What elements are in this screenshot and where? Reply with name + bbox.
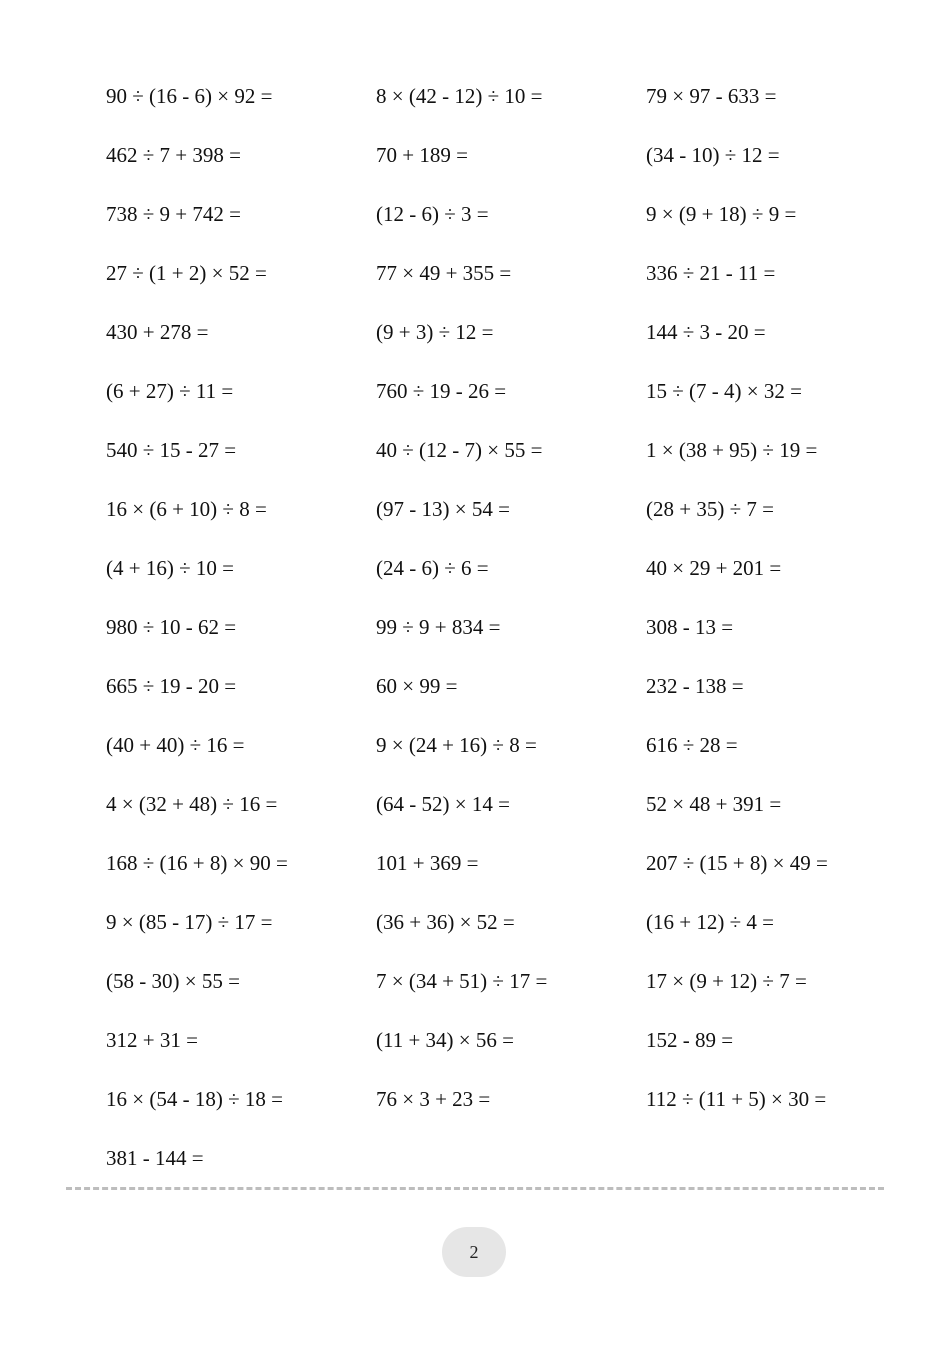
math-problem: 738 ÷ 9 + 742 = [106, 202, 241, 226]
math-problem: 144 ÷ 3 - 20 = [646, 320, 766, 344]
math-problem: (24 - 6) ÷ 6 = [376, 556, 489, 580]
math-problem: 79 × 97 - 633 = [646, 84, 777, 108]
math-problem: 980 ÷ 10 - 62 = [106, 615, 237, 639]
math-problem: 540 ÷ 15 - 27 = [106, 438, 237, 462]
math-problem: (4 + 16) ÷ 10 = [106, 556, 234, 580]
math-problem: (6 + 27) ÷ 11 = [106, 379, 234, 403]
math-problem: 99 ÷ 9 + 834 = [376, 615, 501, 639]
math-problem: 16 × (6 + 10) ÷ 8 = [106, 497, 267, 521]
math-problem: 40 × 29 + 201 = [646, 556, 782, 580]
math-problem: (97 - 13) × 54 = [376, 497, 510, 521]
math-problem: 90 ÷ (16 - 6) × 92 = [106, 84, 273, 108]
math-problem: 101 + 369 = [376, 851, 479, 875]
math-problem: 207 ÷ (15 + 8) × 49 = [646, 851, 828, 875]
math-problem: 665 ÷ 19 - 20 = [106, 674, 237, 698]
math-problem: 52 × 48 + 391 = [646, 792, 782, 816]
math-problem: (40 + 40) ÷ 16 = [106, 733, 245, 757]
dashed-divider [66, 1187, 884, 1190]
math-problem: 152 - 89 = [646, 1028, 734, 1052]
math-problem: (36 + 36) × 52 = [376, 910, 515, 934]
math-problem: 8 × (42 - 12) ÷ 10 = [376, 84, 543, 108]
math-problem: 76 × 3 + 23 = [376, 1087, 491, 1111]
math-problem: 4 × (32 + 48) ÷ 16 = [106, 792, 278, 816]
math-problem: 312 + 31 = [106, 1028, 198, 1052]
math-problem: 381 - 144 = [106, 1146, 204, 1170]
math-problem: (16 + 12) ÷ 4 = [646, 910, 774, 934]
math-problem: 1 × (38 + 95) ÷ 19 = [646, 438, 818, 462]
math-problem: 70 + 189 = [376, 143, 468, 167]
math-problem: 9 × (9 + 18) ÷ 9 = [646, 202, 797, 226]
math-problem: (28 + 35) ÷ 7 = [646, 497, 774, 521]
math-problem: 17 × (9 + 12) ÷ 7 = [646, 969, 807, 993]
math-problem: (64 - 52) × 14 = [376, 792, 510, 816]
math-problem: 60 × 99 = [376, 674, 458, 698]
math-problem: (12 - 6) ÷ 3 = [376, 202, 489, 226]
math-problem: 9 × (24 + 16) ÷ 8 = [376, 733, 537, 757]
problem-grid [106, 82, 906, 1203]
math-problem: 168 ÷ (16 + 8) × 90 = [106, 851, 288, 875]
math-problem: 16 × (54 - 18) ÷ 18 = [106, 1087, 283, 1111]
math-problem: 308 - 13 = [646, 615, 734, 639]
math-problem: 232 - 138 = [646, 674, 744, 698]
math-problem: 15 ÷ (7 - 4) × 32 = [646, 379, 802, 403]
math-problem: 760 ÷ 19 - 26 = [376, 379, 507, 403]
math-problem: (58 - 30) × 55 = [106, 969, 240, 993]
math-problem: (11 + 34) × 56 = [376, 1028, 514, 1052]
math-problem: 7 × (34 + 51) ÷ 17 = [376, 969, 548, 993]
math-problem: (9 + 3) ÷ 12 = [376, 320, 494, 344]
math-problem: 40 ÷ (12 - 7) × 55 = [376, 438, 543, 462]
math-problem: (34 - 10) ÷ 12 = [646, 143, 780, 167]
math-problem: 336 ÷ 21 - 11 = [646, 261, 776, 285]
math-problem: 9 × (85 - 17) ÷ 17 = [106, 910, 273, 934]
math-problem: 616 ÷ 28 = [646, 733, 738, 757]
page-number-badge: 2 [442, 1227, 506, 1277]
math-problem: 462 ÷ 7 + 398 = [106, 143, 241, 167]
math-problem: 112 ÷ (11 + 5) × 30 = [646, 1087, 827, 1111]
math-problem: 430 + 278 = [106, 320, 209, 344]
math-problem: 27 ÷ (1 + 2) × 52 = [106, 261, 267, 285]
math-problem: 77 × 49 + 355 = [376, 261, 512, 285]
